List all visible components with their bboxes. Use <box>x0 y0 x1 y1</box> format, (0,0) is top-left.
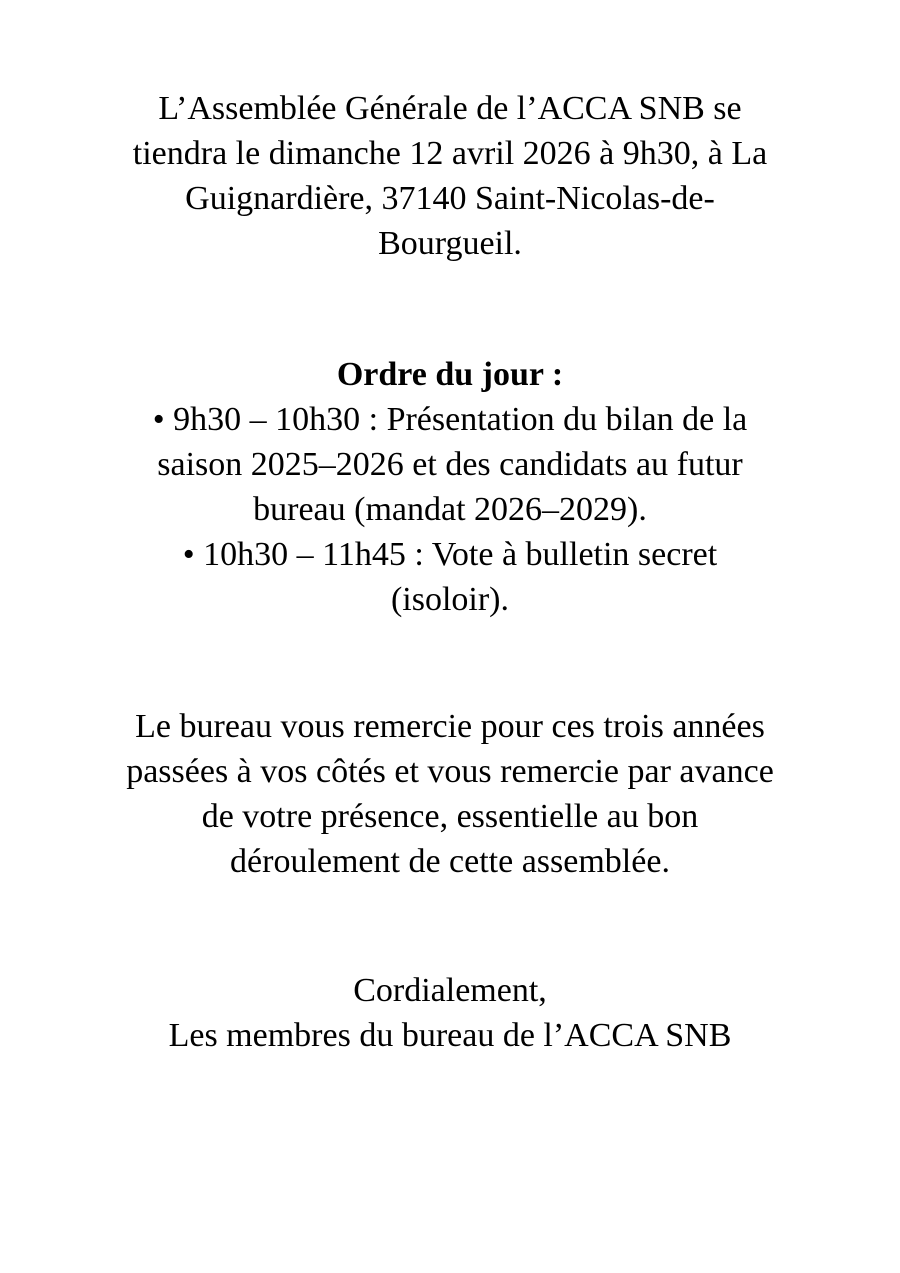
intro-line: Bourgueil. <box>378 225 522 262</box>
agenda-line: bureau (mandat 2026–2029). <box>253 491 647 528</box>
agenda-line: (isoloir). <box>390 581 510 618</box>
intro-line: Guignardière, 37140 Saint-Nicolas-de- <box>185 180 715 217</box>
closing-signature: Les membres du bureau de l’ACCA SNB <box>168 1017 732 1054</box>
intro-line: L’Assemblée Générale de l’ACCA SNB se <box>158 90 742 127</box>
thanks-line: déroulement de cette assemblée. <box>230 843 670 880</box>
thanks-paragraph <box>60 704 840 884</box>
thanks-line: de votre présence, essentielle au bon <box>201 798 699 835</box>
agenda-line: • 9h30 – 10h30 : Présentation du bilan de la <box>152 401 748 438</box>
agenda-heading: Ordre du jour : <box>336 356 564 393</box>
intro-line: tiendra le dimanche 12 avril 2026 à 9h30, à La <box>132 135 768 172</box>
agenda-line: • 10h30 – 11h45 : Vote à bulletin secret <box>182 536 718 573</box>
closing-greeting: Cordialement, <box>353 972 547 1009</box>
agenda-line: saison 2025–2026 et des candidats au futur <box>157 446 743 483</box>
closing-section <box>60 968 840 1058</box>
intro-paragraph <box>60 86 840 266</box>
agenda-section <box>60 352 840 622</box>
thanks-line: passées à vos côtés et vous remercie par avance <box>126 753 774 790</box>
thanks-line: Le bureau vous remercie pour ces trois années <box>135 708 765 745</box>
